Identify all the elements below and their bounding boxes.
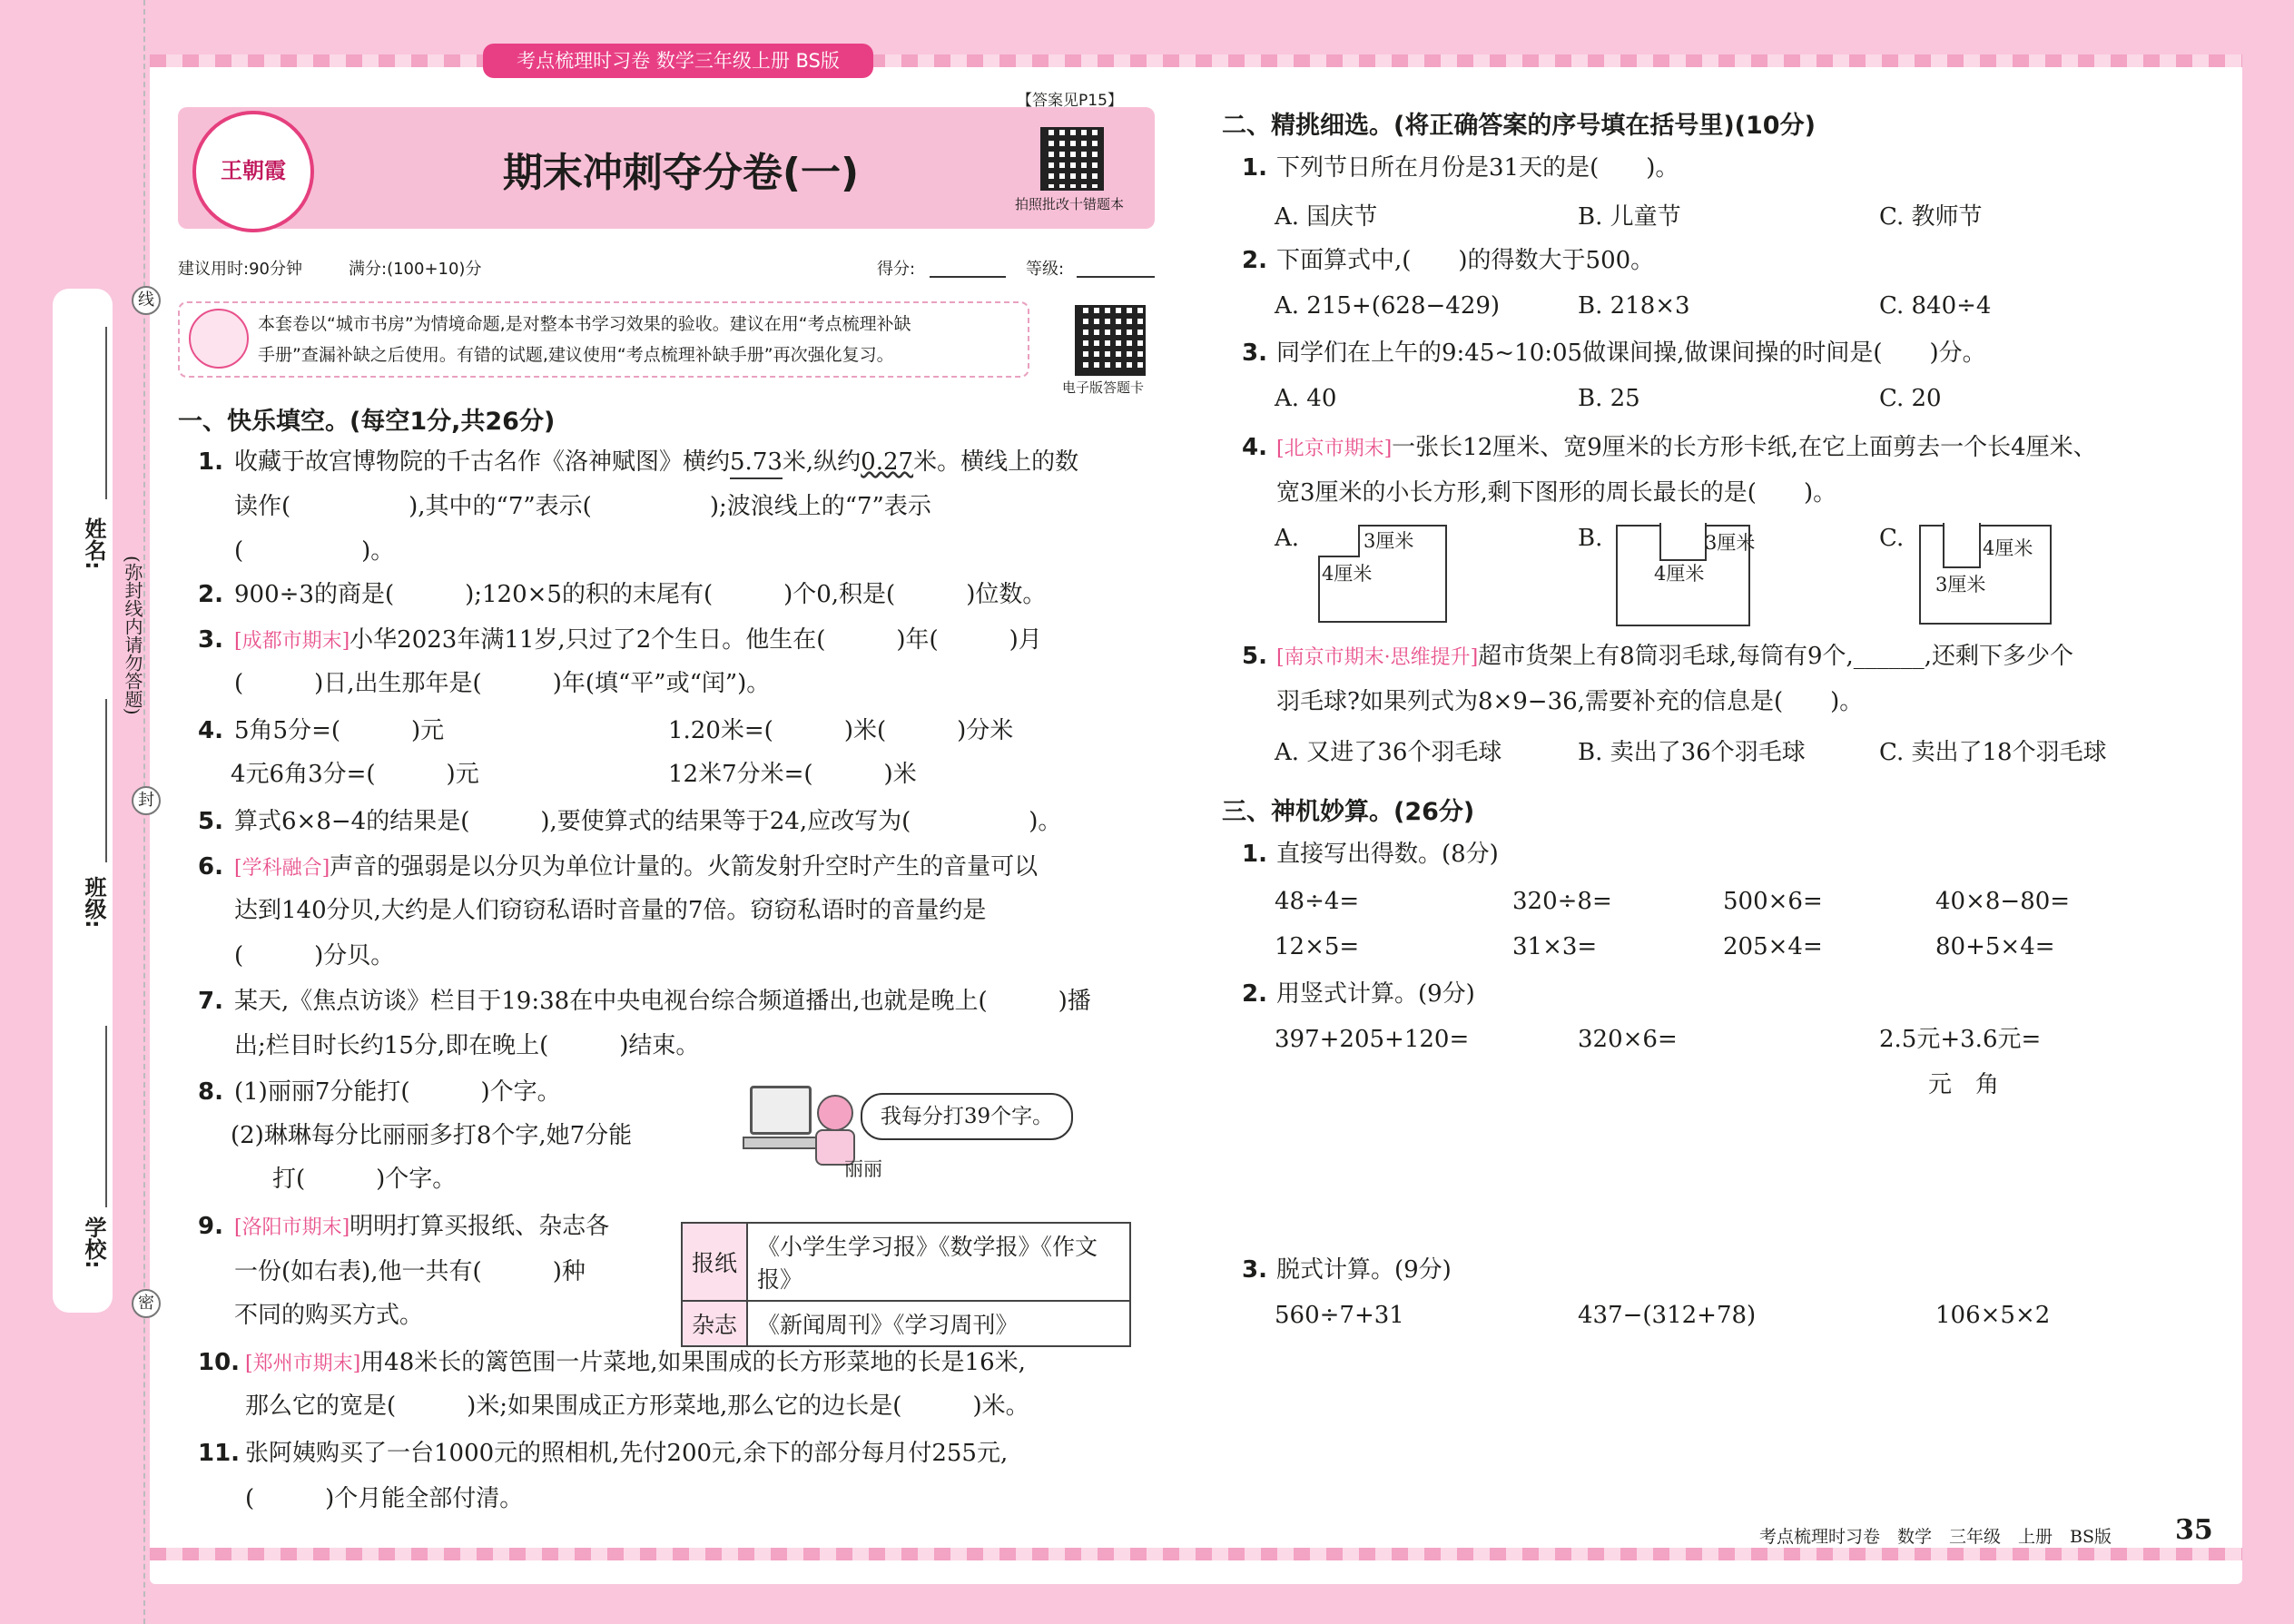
score-label: 得分:: [877, 260, 916, 279]
q3-number: 3.: [198, 626, 223, 654]
q4-part-c: 4元6角3分=( )元: [231, 761, 479, 788]
mc5-text-1: 超市货架上有8筒羽毛球,每筒有9个,______,还剩下多少个: [1478, 643, 2074, 670]
q1-text-b: 米,纵约: [782, 448, 861, 476]
table-row: [682, 1301, 1130, 1346]
newspaper-table: [681, 1222, 1131, 1347]
grade-label: 等级:: [1026, 260, 1065, 279]
calc2-item: 2.5元+3.6元=: [1879, 1026, 2042, 1053]
q6-number: 6.: [198, 853, 223, 881]
computer-monitor-icon: [750, 1086, 812, 1135]
seal-seal-mark: 封: [132, 786, 161, 815]
calc1-item: 40×8−80=: [1935, 888, 2071, 915]
mc2-option-a[interactable]: A. 215+(628−429): [1275, 292, 1501, 320]
q9-tag: [洛阳市期末]: [234, 1216, 350, 1239]
calc3-work-area[interactable]: [1275, 1343, 2200, 1507]
q6-line-3: ( )分贝。: [234, 942, 395, 969]
table-cell: 《新闻周刊》《学习周刊》: [747, 1301, 1130, 1346]
calc1-item: 80+5×4=: [1935, 933, 2055, 960]
class-line[interactable]: [105, 699, 107, 862]
calc2-work-area[interactable]: [1275, 1107, 2200, 1235]
q1-text-a: 收藏于故宫博物院的千古名作《洛神赋图》横约: [234, 448, 731, 476]
qr-caption: 拍照批改十错题本: [1015, 196, 1125, 212]
calc2-unit: 元 角: [1928, 1071, 2000, 1098]
mc2-option-b[interactable]: B. 218×3: [1578, 292, 1690, 320]
figure-a-notch: [1318, 525, 1360, 557]
q6-line-1: [234, 851, 1038, 884]
name-line[interactable]: [105, 327, 107, 499]
mc4-option-b[interactable]: B.: [1578, 525, 1603, 552]
table-row: [682, 1223, 1130, 1301]
calc1-item: 48÷4=: [1275, 888, 1360, 915]
calc2-item: 320×6=: [1578, 1026, 1678, 1053]
calc3-item: 106×5×2: [1935, 1302, 2051, 1329]
mc1-number: 1.: [1242, 154, 1267, 182]
q10-line-1: [245, 1347, 1026, 1380]
calc1-number: 1.: [1242, 841, 1267, 868]
mc1-text: 下列节日所在月份是31天的是( )。: [1276, 154, 1679, 182]
q10-text-1: 用48米长的篱笆围一片菜地,如果围成的长方形菜地的长是16米,: [360, 1349, 1026, 1376]
q1-value-underlined: 5.73: [730, 447, 783, 479]
bottom-wave-border: [150, 1548, 2242, 1560]
q10-tag: [郑州市期末]: [245, 1353, 361, 1375]
keyboard-icon: [743, 1137, 819, 1149]
q9-line-1: [234, 1211, 609, 1244]
section2-title: 二、精挑细选。(将正确答案的序号填在括号里)(10分): [1222, 112, 1816, 140]
figure-c-label-3cm: 3厘米: [1935, 574, 1986, 595]
mc4-option-a[interactable]: A.: [1275, 525, 1300, 552]
q11-line-2: ( )个月能全部付清。: [245, 1485, 524, 1512]
mc1-option-b[interactable]: B. 儿童节: [1578, 203, 1681, 231]
figure-c-notch: [1943, 523, 1981, 568]
footer-text: 考点梳理时习卷 数学 三年级 上册 BS版: [1759, 1527, 2112, 1547]
mc3-option-a[interactable]: A. 40: [1275, 385, 1337, 412]
q5-text: 算式6×8−4的结果是( ),要使算式的结果等于24,应改写为( )。: [234, 808, 1062, 835]
mc4-line-1: [1276, 432, 2097, 465]
table-cell: 杂志: [682, 1301, 747, 1346]
mc4-option-c[interactable]: C.: [1879, 525, 1905, 552]
page-title: 期末冲刺夺分卷(一): [502, 150, 860, 196]
mc3-option-c[interactable]: C. 20: [1879, 385, 1942, 412]
mc1-option-a[interactable]: A. 国庆节: [1275, 203, 1378, 231]
q7-line-1: 某天,《焦点访谈》栏目于19:38在中央电视台综合频道播出,也就是晚上( )播: [234, 988, 1091, 1015]
q1-text-c: 米。横线上的数: [913, 448, 1079, 476]
mc3-number: 3.: [1242, 340, 1267, 367]
calc2-number: 2.: [1242, 980, 1267, 1008]
q11-number: 11.: [198, 1440, 241, 1467]
mc4-number: 4.: [1242, 434, 1267, 461]
q6-text-1: 声音的强弱是以分贝为单位计量的。火箭发射升空时产生的音量可以: [330, 853, 1039, 881]
page-number: 35: [2175, 1514, 2213, 1546]
q9-number: 9.: [198, 1213, 223, 1240]
score-field[interactable]: [930, 276, 1006, 278]
mc4-text-1: 一张长12厘米、宽9厘米的长方形卡纸,在它上面剪去一个长4厘米、: [1392, 434, 2097, 461]
q10-line-2: 那么它的宽是( )米;如果围成正方形菜地,那么它的边长是( )米。: [245, 1393, 1029, 1420]
mc2-text: 下面算式中,( )的得数大于500。: [1276, 247, 1655, 274]
top-wave-border: [150, 54, 2242, 67]
q4-part-b: 1.20米=( )米( )分米: [668, 717, 1014, 744]
qr-code-icon[interactable]: [1040, 127, 1104, 191]
calc3-item: 437−(312+78): [1578, 1302, 1757, 1329]
figure-b-label-3cm: 3厘米: [1705, 532, 1756, 554]
figure-b-notch: [1659, 523, 1707, 561]
mc4-tag: [北京市期末]: [1276, 438, 1393, 460]
answer-reference: 【答案见P15】: [1017, 92, 1123, 110]
calc3-title: 脱式计算。(9分): [1276, 1256, 1452, 1284]
q4-number: 4.: [198, 717, 223, 744]
calc3-number: 3.: [1242, 1256, 1267, 1284]
mc2-option-c[interactable]: C. 840÷4: [1879, 292, 1992, 320]
q7-line-2: 出;栏目时长约15分,即在晚上( )结束。: [234, 1032, 700, 1059]
section1-title: 一、快乐填空。(每空1分,共26分): [178, 408, 556, 436]
q10-number: 10.: [198, 1349, 241, 1376]
q1-value-wavy: 0.27: [861, 448, 914, 476]
q6-line-2: 达到140分贝,大约是人们窃窃私语时音量的7倍。窃窃私语时的音量约是: [234, 897, 987, 924]
mc3-text: 同学们在上午的9:45~10:05做课间操,做课间操的时间是( )分。: [1276, 340, 1986, 367]
logo-text: 王朝霞: [221, 157, 286, 183]
calc1-item: 500×6=: [1723, 888, 1823, 915]
illustration-caption: 丽丽: [844, 1158, 882, 1180]
q2-text: 900÷3的商是( );120×5的积的末尾有( )个0,积是( )位数。: [234, 581, 1047, 608]
seal-secret-mark: 密: [132, 1289, 161, 1318]
calc3-item: 560÷7+31: [1275, 1302, 1404, 1329]
seal-instruction: (弥封线内请勿答题): [122, 556, 143, 715]
calc1-item: 320÷8=: [1512, 888, 1612, 915]
q1-number: 1.: [198, 448, 223, 476]
q3-text-1: 小华2023年满11岁,只过了2个生日。他生在( )年( )月: [350, 626, 1042, 654]
q8-line-1: (1)丽丽7分能打( )个字。: [234, 1078, 561, 1106]
q9-line-2: 一份(如右表),他一共有( )种: [234, 1258, 586, 1285]
calc2-title: 用竖式计算。(9分): [1276, 980, 1475, 1008]
table-cell: 报纸: [682, 1223, 747, 1301]
q9-text-1: 明明打算买报纸、杂志各: [350, 1213, 610, 1240]
figure-b-label-4cm: 4厘米: [1654, 563, 1705, 585]
q11-line-1: 张阿姨购买了一台1000元的照相机,先付200元,余下的部分每月付255元,: [245, 1440, 1009, 1467]
brand-logo: [192, 111, 314, 232]
mc5-line-1: [1276, 641, 2073, 674]
mc5-option-b[interactable]: B. 卖出了36个羽毛球: [1578, 739, 1806, 766]
q8-line-3: 打( )个字。: [272, 1166, 457, 1193]
school-label: 学校:: [81, 1216, 106, 1269]
answer-card-caption: 电子版答题卡: [1062, 379, 1145, 396]
mc5-option-c[interactable]: C. 卖出了18个羽毛球: [1879, 739, 2107, 766]
girl-avatar-icon: [189, 309, 249, 369]
section3-title: 三、神机妙算。(26分): [1222, 798, 1475, 826]
speech-bubble: 我每分打39个字。: [861, 1093, 1073, 1140]
grade-field[interactable]: [1077, 276, 1155, 278]
q8-number: 8.: [198, 1078, 223, 1106]
figure-c-label-4cm: 4厘米: [1983, 537, 2033, 559]
binding-strip: [53, 289, 113, 1313]
name-label: 姓名:: [81, 517, 106, 570]
q3-line-1: [234, 625, 1042, 657]
calc1-title: 直接写出得数。(8分): [1276, 841, 1499, 868]
answer-card-qr-icon[interactable]: [1075, 305, 1146, 376]
mc5-tag: [南京市期末·思维提升]: [1276, 646, 1479, 669]
notice-line-1: 本套卷以“城市书房”为情境命题,是对整本书学习效果的验收。建议在用“考点梳理补缺: [258, 314, 911, 334]
q1-line-3: ( )。: [234, 537, 395, 565]
calc1-item: 31×3=: [1512, 933, 1598, 960]
seal-line-mark: 线: [132, 286, 161, 315]
q7-number: 7.: [198, 988, 223, 1015]
calc1-item: 12×5=: [1275, 933, 1360, 960]
figure-a-label-4cm: 4厘米: [1322, 563, 1373, 585]
mc3-option-b[interactable]: B. 25: [1578, 385, 1640, 412]
girl-typing-icon: [817, 1095, 853, 1131]
q4-part-a: 5角5分=( )元: [234, 717, 445, 744]
mc4-line-2: 宽3厘米的小长方形,剩下图形的周长最长的是( )。: [1276, 479, 1837, 507]
time-limit: 建议用时:90分钟: [178, 260, 302, 279]
q3-line-2: ( )日,出生那年是( )年(填“平”或“闰”)。: [234, 670, 771, 697]
q3-tag: [成都市期末]: [234, 630, 350, 653]
q6-tag: [学科融合]: [234, 857, 330, 880]
class-label: 班级:: [81, 876, 106, 929]
calc2-item: 397+205+120=: [1275, 1026, 1470, 1053]
notice-line-2: 手册”查漏补缺之后使用。有错的试题,建议使用“考点梳理补缺手册”再次强化复习。: [258, 345, 894, 365]
mc5-option-a[interactable]: A. 又进了36个羽毛球: [1275, 739, 1502, 766]
q1-line-1: [234, 447, 1078, 479]
q9-line-3: 不同的购买方式。: [234, 1302, 424, 1329]
mc5-number: 5.: [1242, 643, 1267, 670]
mc1-option-c[interactable]: C. 教师节: [1879, 203, 1983, 231]
q1-line-2: 读作( ),其中的“7”表示( );波浪线上的“7”表示: [234, 493, 931, 520]
q8-line-2: (2)琳琳每分比丽丽多打8个字,她7分能: [231, 1122, 633, 1149]
series-banner: 考点梳理时习卷 数学三年级上册 BS版: [483, 44, 873, 78]
q2-number: 2.: [198, 581, 223, 608]
mc5-line-2: 羽毛球?如果列式为8×9−36,需要补充的信息是( )。: [1276, 688, 1864, 715]
q4-part-d: 12米7分米=( )米: [668, 761, 917, 788]
full-score: 满分:(100+10)分: [349, 260, 482, 279]
table-cell: 《小学生学习报》《数学报》《作文报》: [747, 1223, 1130, 1301]
mc2-number: 2.: [1242, 247, 1267, 274]
calc1-item: 205×4=: [1723, 933, 1823, 960]
school-line[interactable]: [105, 1026, 107, 1207]
figure-a-label-3cm: 3厘米: [1364, 530, 1414, 552]
q5-number: 5.: [198, 808, 223, 835]
